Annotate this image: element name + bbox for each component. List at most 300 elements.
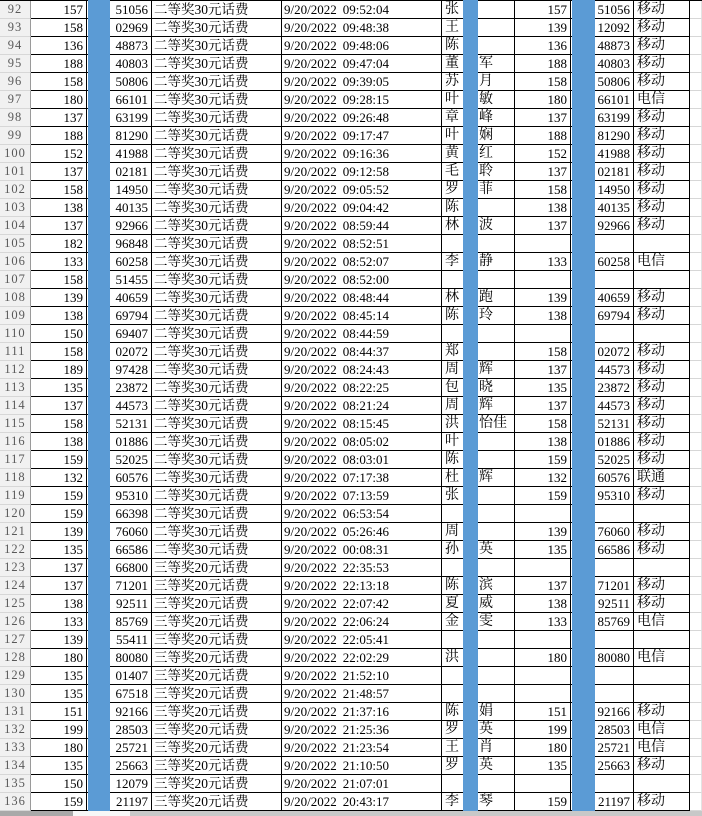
phone1-prefix-cell[interactable]: 135	[31, 379, 87, 397]
grid-filler-cell[interactable]	[690, 145, 702, 163]
phone1-suffix-cell[interactable]: 40135	[87, 199, 152, 217]
name-cell[interactable]	[442, 649, 515, 667]
grid-filler-cell[interactable]	[690, 109, 702, 127]
name-cell[interactable]	[442, 595, 515, 613]
name-cell[interactable]	[442, 343, 515, 361]
row-header-cell[interactable]: 104	[0, 217, 31, 235]
phone1-suffix-cell[interactable]: 01407	[87, 667, 152, 685]
datetime-cell[interactable]	[282, 235, 442, 253]
phone1-suffix-cell[interactable]: 40659	[87, 289, 152, 307]
row-header-cell[interactable]: 120	[0, 505, 31, 523]
carrier-cell[interactable]: 移动	[634, 163, 690, 181]
phone2-prefix-cell[interactable]: 180	[515, 91, 571, 109]
phone1-prefix-cell[interactable]: 180	[31, 739, 87, 757]
prize-cell[interactable]: 三等奖20元话费	[152, 703, 282, 721]
row-header-cell[interactable]: 110	[0, 325, 31, 343]
phone2-suffix-cell[interactable]: 28503	[571, 721, 634, 739]
name-cell[interactable]	[442, 109, 515, 127]
phone2-suffix-cell[interactable]: 40135	[571, 199, 634, 217]
phone1-suffix-cell[interactable]: 52025	[87, 451, 152, 469]
prize-cell[interactable]: 三等奖20元话费	[152, 631, 282, 649]
grid-filler-cell[interactable]	[690, 325, 702, 343]
carrier-cell[interactable]: 移动	[634, 757, 690, 775]
row-header-cell[interactable]: 103	[0, 199, 31, 217]
phone2-suffix-cell[interactable]: 76060	[571, 523, 634, 541]
phone1-prefix-cell[interactable]: 137	[31, 559, 87, 577]
phone1-suffix-cell[interactable]: 80080	[87, 649, 152, 667]
carrier-cell[interactable]: 移动	[634, 361, 690, 379]
prize-cell[interactable]: 二等奖30元话费	[152, 487, 282, 505]
phone1-prefix-cell[interactable]: 158	[31, 181, 87, 199]
carrier-cell[interactable]: 移动	[634, 289, 690, 307]
horizontal-scrollbar-thumb[interactable]	[73, 811, 130, 816]
phone2-prefix-cell[interactable]: 188	[515, 127, 571, 145]
phone2-prefix-cell[interactable]: 137	[515, 577, 571, 595]
row-header-cell[interactable]: 94	[0, 37, 31, 55]
carrier-cell[interactable]: 移动	[634, 793, 690, 811]
phone2-suffix-cell[interactable]: 02181	[571, 163, 634, 181]
name-cell[interactable]	[442, 127, 515, 145]
phone1-suffix-cell[interactable]: 60576	[87, 469, 152, 487]
datetime-cell[interactable]	[282, 163, 442, 181]
phone2-prefix-cell[interactable]: 180	[515, 649, 571, 667]
prize-cell[interactable]: 二等奖30元话费	[152, 361, 282, 379]
phone2-suffix-cell[interactable]: 44573	[571, 397, 634, 415]
grid-filler-cell[interactable]	[690, 379, 702, 397]
phone1-suffix-cell[interactable]: 69407	[87, 325, 152, 343]
prize-cell[interactable]: 二等奖30元话费	[152, 343, 282, 361]
row-header-cell[interactable]: 130	[0, 685, 31, 703]
carrier-cell[interactable]: 移动	[634, 109, 690, 127]
grid-filler-cell[interactable]	[690, 181, 702, 199]
phone1-prefix-cell[interactable]: 189	[31, 361, 87, 379]
row-header-cell[interactable]: 109	[0, 307, 31, 325]
carrier-cell[interactable]	[634, 559, 690, 577]
datetime-cell[interactable]	[282, 361, 442, 379]
phone1-prefix-cell[interactable]: 135	[31, 667, 87, 685]
datetime-cell[interactable]	[282, 271, 442, 289]
carrier-cell[interactable]: 移动	[634, 1, 690, 19]
name-cell[interactable]	[442, 253, 515, 271]
phone2-prefix-cell[interactable]: 139	[515, 19, 571, 37]
carrier-cell[interactable]: 移动	[634, 595, 690, 613]
datetime-cell[interactable]	[282, 379, 442, 397]
phone2-prefix-cell[interactable]: 199	[515, 721, 571, 739]
datetime-cell[interactable]	[282, 37, 442, 55]
phone2-prefix-cell[interactable]: 133	[515, 253, 571, 271]
phone1-suffix-cell[interactable]: 60258	[87, 253, 152, 271]
row-header-cell[interactable]: 113	[0, 379, 31, 397]
prize-cell[interactable]: 二等奖30元话费	[152, 235, 282, 253]
phone2-prefix-cell[interactable]	[515, 271, 571, 289]
datetime-cell[interactable]	[282, 73, 442, 91]
datetime-cell[interactable]	[282, 19, 442, 37]
phone1-suffix-cell[interactable]: 51455	[87, 271, 152, 289]
carrier-cell[interactable]: 电信	[634, 721, 690, 739]
name-cell[interactable]	[442, 793, 515, 811]
name-cell[interactable]	[442, 631, 515, 649]
phone2-suffix-cell[interactable]: 66101	[571, 91, 634, 109]
datetime-cell[interactable]	[282, 703, 442, 721]
datetime-cell[interactable]	[282, 523, 442, 541]
phone2-prefix-cell[interactable]: 159	[515, 793, 571, 811]
phone2-prefix-cell[interactable]	[515, 325, 571, 343]
phone2-suffix-cell[interactable]: 66586	[571, 541, 634, 559]
name-cell[interactable]	[442, 685, 515, 703]
phone1-prefix-cell[interactable]: 158	[31, 73, 87, 91]
carrier-cell[interactable]	[634, 667, 690, 685]
datetime-cell[interactable]	[282, 793, 442, 811]
prize-cell[interactable]: 二等奖30元话费	[152, 541, 282, 559]
grid-filler-cell[interactable]	[690, 505, 702, 523]
datetime-cell[interactable]	[282, 307, 442, 325]
phone1-prefix-cell[interactable]: 133	[31, 613, 87, 631]
prize-cell[interactable]: 二等奖30元话费	[152, 523, 282, 541]
row-header-cell[interactable]: 107	[0, 271, 31, 289]
phone1-suffix-cell[interactable]: 12079	[87, 775, 152, 793]
row-header-cell[interactable]: 96	[0, 73, 31, 91]
carrier-cell[interactable]	[634, 631, 690, 649]
prize-cell[interactable]: 二等奖30元话费	[152, 19, 282, 37]
carrier-cell[interactable]: 移动	[634, 73, 690, 91]
carrier-cell[interactable]: 移动	[634, 703, 690, 721]
name-cell[interactable]	[442, 577, 515, 595]
phone1-prefix-cell[interactable]: 157	[31, 1, 87, 19]
row-header-cell[interactable]: 99	[0, 127, 31, 145]
grid-filler-cell[interactable]	[690, 775, 702, 793]
phone2-suffix-cell[interactable]: 51056	[571, 1, 634, 19]
row-header-cell[interactable]: 125	[0, 595, 31, 613]
datetime-cell[interactable]	[282, 577, 442, 595]
phone2-prefix-cell[interactable]: 137	[515, 163, 571, 181]
phone1-prefix-cell[interactable]: 135	[31, 541, 87, 559]
phone2-suffix-cell[interactable]: 25721	[571, 739, 634, 757]
phone1-prefix-cell[interactable]: 159	[31, 487, 87, 505]
prize-cell[interactable]: 二等奖30元话费	[152, 163, 282, 181]
datetime-cell[interactable]	[282, 541, 442, 559]
phone2-prefix-cell[interactable]: 158	[515, 343, 571, 361]
phone2-suffix-cell[interactable]: 95310	[571, 487, 634, 505]
name-cell[interactable]	[442, 559, 515, 577]
phone1-prefix-cell[interactable]: 133	[31, 253, 87, 271]
row-header-cell[interactable]: 95	[0, 55, 31, 73]
phone2-suffix-cell[interactable]: 41988	[571, 145, 634, 163]
phone1-suffix-cell[interactable]: 02181	[87, 163, 152, 181]
datetime-cell[interactable]	[282, 685, 442, 703]
grid-filler-cell[interactable]	[690, 739, 702, 757]
phone2-prefix-cell[interactable]	[515, 667, 571, 685]
row-header-cell[interactable]: 135	[0, 775, 31, 793]
carrier-cell[interactable]: 移动	[634, 415, 690, 433]
phone2-suffix-cell[interactable]: 50806	[571, 73, 634, 91]
carrier-cell[interactable]: 移动	[634, 397, 690, 415]
carrier-cell[interactable]: 移动	[634, 541, 690, 559]
phone2-prefix-cell[interactable]: 138	[515, 433, 571, 451]
phone1-prefix-cell[interactable]: 135	[31, 685, 87, 703]
phone1-prefix-cell[interactable]: 159	[31, 451, 87, 469]
name-cell[interactable]	[442, 703, 515, 721]
phone1-suffix-cell[interactable]: 97428	[87, 361, 152, 379]
name-cell[interactable]	[442, 757, 515, 775]
name-cell[interactable]	[442, 739, 515, 757]
grid-filler-cell[interactable]	[690, 55, 702, 73]
row-header-cell[interactable]: 118	[0, 469, 31, 487]
phone1-suffix-cell[interactable]: 69794	[87, 307, 152, 325]
grid-filler-cell[interactable]	[690, 199, 702, 217]
phone2-prefix-cell[interactable]: 158	[515, 73, 571, 91]
row-header-cell[interactable]: 136	[0, 793, 31, 811]
phone2-prefix-cell[interactable]: 159	[515, 451, 571, 469]
prize-cell[interactable]: 三等奖20元话费	[152, 721, 282, 739]
carrier-cell[interactable]: 移动	[634, 433, 690, 451]
datetime-cell[interactable]	[282, 559, 442, 577]
phone2-prefix-cell[interactable]: 135	[515, 379, 571, 397]
grid-filler-cell[interactable]	[690, 721, 702, 739]
grid-filler-cell[interactable]	[690, 307, 702, 325]
name-cell[interactable]	[442, 415, 515, 433]
phone1-suffix-cell[interactable]: 41988	[87, 145, 152, 163]
prize-cell[interactable]: 二等奖30元话费	[152, 307, 282, 325]
row-header-cell[interactable]: 97	[0, 91, 31, 109]
grid-filler-cell[interactable]	[690, 343, 702, 361]
phone1-prefix-cell[interactable]: 135	[31, 757, 87, 775]
phone2-prefix-cell[interactable]: 180	[515, 739, 571, 757]
phone1-prefix-cell[interactable]: 180	[31, 649, 87, 667]
row-header-cell[interactable]: 100	[0, 145, 31, 163]
phone2-suffix-cell[interactable]: 14950	[571, 181, 634, 199]
row-header-cell[interactable]: 92	[0, 1, 31, 19]
phone1-suffix-cell[interactable]: 66398	[87, 505, 152, 523]
phone1-prefix-cell[interactable]: 138	[31, 433, 87, 451]
prize-cell[interactable]: 二等奖30元话费	[152, 451, 282, 469]
phone2-prefix-cell[interactable]: 136	[515, 37, 571, 55]
prize-cell[interactable]: 二等奖30元话费	[152, 73, 282, 91]
grid-filler-cell[interactable]	[690, 649, 702, 667]
grid-filler-cell[interactable]	[690, 523, 702, 541]
name-cell[interactable]	[442, 505, 515, 523]
carrier-cell[interactable]	[634, 685, 690, 703]
name-cell[interactable]	[442, 487, 515, 505]
phone2-suffix-cell[interactable]: 63199	[571, 109, 634, 127]
datetime-cell[interactable]	[282, 217, 442, 235]
row-header-cell[interactable]: 116	[0, 433, 31, 451]
phone1-suffix-cell[interactable]: 25721	[87, 739, 152, 757]
phone1-prefix-cell[interactable]: 137	[31, 217, 87, 235]
grid-filler-cell[interactable]	[690, 253, 702, 271]
carrier-cell[interactable]	[634, 325, 690, 343]
prize-cell[interactable]: 二等奖30元话费	[152, 397, 282, 415]
phone1-suffix-cell[interactable]: 28503	[87, 721, 152, 739]
prize-cell[interactable]: 三等奖20元话费	[152, 559, 282, 577]
name-cell[interactable]	[442, 469, 515, 487]
prize-cell[interactable]: 三等奖20元话费	[152, 649, 282, 667]
name-cell[interactable]	[442, 37, 515, 55]
prize-cell[interactable]: 二等奖30元话费	[152, 289, 282, 307]
datetime-cell[interactable]	[282, 253, 442, 271]
phone1-prefix-cell[interactable]: 152	[31, 145, 87, 163]
name-cell[interactable]	[442, 91, 515, 109]
phone2-suffix-cell[interactable]: 01886	[571, 433, 634, 451]
grid-filler-cell[interactable]	[690, 1, 702, 19]
phone1-suffix-cell[interactable]: 25663	[87, 757, 152, 775]
grid-filler-cell[interactable]	[690, 487, 702, 505]
prize-cell[interactable]: 二等奖30元话费	[152, 55, 282, 73]
phone1-suffix-cell[interactable]: 02072	[87, 343, 152, 361]
row-header-cell[interactable]: 108	[0, 289, 31, 307]
row-header-cell[interactable]: 93	[0, 19, 31, 37]
datetime-cell[interactable]	[282, 739, 442, 757]
phone1-prefix-cell[interactable]: 180	[31, 91, 87, 109]
datetime-cell[interactable]	[282, 451, 442, 469]
scrollbar-left-segment[interactable]	[0, 811, 73, 816]
row-header-cell[interactable]: 128	[0, 649, 31, 667]
phone2-suffix-cell[interactable]: 85769	[571, 613, 634, 631]
phone2-prefix-cell[interactable]: 188	[515, 55, 571, 73]
grid-filler-cell[interactable]	[690, 289, 702, 307]
phone2-prefix-cell[interactable]: 137	[515, 217, 571, 235]
phone2-suffix-cell[interactable]: 60258	[571, 253, 634, 271]
phone1-prefix-cell[interactable]: 182	[31, 235, 87, 253]
prize-cell[interactable]: 二等奖30元话费	[152, 199, 282, 217]
phone1-prefix-cell[interactable]: 138	[31, 199, 87, 217]
phone1-prefix-cell[interactable]: 188	[31, 55, 87, 73]
row-header-cell[interactable]: 121	[0, 523, 31, 541]
carrier-cell[interactable]	[634, 505, 690, 523]
datetime-cell[interactable]	[282, 199, 442, 217]
horizontal-scrollbar-track[interactable]	[0, 811, 702, 816]
carrier-cell[interactable]: 移动	[634, 343, 690, 361]
row-header-cell[interactable]: 98	[0, 109, 31, 127]
datetime-cell[interactable]	[282, 775, 442, 793]
datetime-cell[interactable]	[282, 1, 442, 19]
phone2-suffix-cell[interactable]: 12092	[571, 19, 634, 37]
phone1-suffix-cell[interactable]: 92166	[87, 703, 152, 721]
carrier-cell[interactable]: 移动	[634, 379, 690, 397]
datetime-cell[interactable]	[282, 289, 442, 307]
prize-cell[interactable]: 二等奖30元话费	[152, 217, 282, 235]
carrier-cell[interactable]: 电信	[634, 649, 690, 667]
grid-filler-cell[interactable]	[690, 541, 702, 559]
prize-cell[interactable]: 二等奖30元话费	[152, 1, 282, 19]
phone1-prefix-cell[interactable]: 139	[31, 631, 87, 649]
row-header-cell[interactable]: 132	[0, 721, 31, 739]
phone2-prefix-cell[interactable]: 158	[515, 181, 571, 199]
datetime-cell[interactable]	[282, 415, 442, 433]
grid-filler-cell[interactable]	[690, 757, 702, 775]
name-cell[interactable]	[442, 235, 515, 253]
carrier-cell[interactable]: 联通	[634, 469, 690, 487]
phone2-suffix-cell[interactable]: 81290	[571, 127, 634, 145]
phone1-prefix-cell[interactable]: 150	[31, 325, 87, 343]
prize-cell[interactable]: 三等奖20元话费	[152, 739, 282, 757]
carrier-cell[interactable]: 电信	[634, 91, 690, 109]
name-cell[interactable]	[442, 73, 515, 91]
carrier-cell[interactable]: 移动	[634, 55, 690, 73]
name-cell[interactable]	[442, 181, 515, 199]
phone1-suffix-cell[interactable]: 67518	[87, 685, 152, 703]
name-cell[interactable]	[442, 541, 515, 559]
phone1-prefix-cell[interactable]: 159	[31, 793, 87, 811]
grid-filler-cell[interactable]	[690, 127, 702, 145]
carrier-cell[interactable]: 移动	[634, 523, 690, 541]
prize-cell[interactable]: 二等奖30元话费	[152, 433, 282, 451]
carrier-cell[interactable]: 移动	[634, 19, 690, 37]
phone1-suffix-cell[interactable]: 63199	[87, 109, 152, 127]
grid-filler-cell[interactable]	[690, 685, 702, 703]
phone2-suffix-cell[interactable]: 52025	[571, 451, 634, 469]
carrier-cell[interactable]: 移动	[634, 451, 690, 469]
phone1-suffix-cell[interactable]: 92966	[87, 217, 152, 235]
row-header-cell[interactable]: 124	[0, 577, 31, 595]
grid-filler-cell[interactable]	[690, 217, 702, 235]
phone2-suffix-cell[interactable]: 48873	[571, 37, 634, 55]
row-header-cell[interactable]: 129	[0, 667, 31, 685]
grid-filler-cell[interactable]	[690, 631, 702, 649]
datetime-cell[interactable]	[282, 595, 442, 613]
name-cell[interactable]	[442, 451, 515, 469]
phone1-suffix-cell[interactable]: 55411	[87, 631, 152, 649]
name-cell[interactable]	[442, 307, 515, 325]
phone1-prefix-cell[interactable]: 137	[31, 163, 87, 181]
prize-cell[interactable]: 三等奖20元话费	[152, 667, 282, 685]
name-cell[interactable]	[442, 55, 515, 73]
name-cell[interactable]	[442, 379, 515, 397]
name-cell[interactable]	[442, 289, 515, 307]
datetime-cell[interactable]	[282, 91, 442, 109]
prize-cell[interactable]: 二等奖30元话费	[152, 415, 282, 433]
phone2-prefix-cell[interactable]: 159	[515, 487, 571, 505]
phone2-prefix-cell[interactable]: 152	[515, 145, 571, 163]
datetime-cell[interactable]	[282, 109, 442, 127]
phone1-prefix-cell[interactable]: 159	[31, 505, 87, 523]
prize-cell[interactable]: 二等奖30元话费	[152, 379, 282, 397]
phone1-prefix-cell[interactable]: 137	[31, 397, 87, 415]
grid-filler-cell[interactable]	[690, 433, 702, 451]
carrier-cell[interactable]: 移动	[634, 577, 690, 595]
grid-filler-cell[interactable]	[690, 577, 702, 595]
grid-filler-cell[interactable]	[690, 451, 702, 469]
grid-filler-cell[interactable]	[690, 595, 702, 613]
carrier-cell[interactable]: 移动	[634, 199, 690, 217]
phone2-suffix-cell[interactable]: 69794	[571, 307, 634, 325]
grid-filler-cell[interactable]	[690, 163, 702, 181]
prize-cell[interactable]: 二等奖30元话费	[152, 109, 282, 127]
carrier-cell[interactable]	[634, 775, 690, 793]
grid-filler-cell[interactable]	[690, 613, 702, 631]
carrier-cell[interactable]: 移动	[634, 37, 690, 55]
carrier-cell[interactable]: 电信	[634, 253, 690, 271]
datetime-cell[interactable]	[282, 721, 442, 739]
phone2-prefix-cell[interactable]: 137	[515, 109, 571, 127]
phone2-prefix-cell[interactable]: 138	[515, 595, 571, 613]
row-header-cell[interactable]: 112	[0, 361, 31, 379]
grid-filler-cell[interactable]	[690, 415, 702, 433]
phone2-suffix-cell[interactable]: 40803	[571, 55, 634, 73]
phone2-prefix-cell[interactable]: 157	[515, 1, 571, 19]
phone1-suffix-cell[interactable]: 40803	[87, 55, 152, 73]
phone1-suffix-cell[interactable]: 52131	[87, 415, 152, 433]
row-header-cell[interactable]: 114	[0, 397, 31, 415]
phone2-prefix-cell[interactable]: 138	[515, 199, 571, 217]
name-cell[interactable]	[442, 613, 515, 631]
phone1-prefix-cell[interactable]: 139	[31, 289, 87, 307]
grid-filler-cell[interactable]	[690, 73, 702, 91]
phone1-suffix-cell[interactable]: 14950	[87, 181, 152, 199]
phone1-suffix-cell[interactable]: 96848	[87, 235, 152, 253]
phone2-suffix-cell[interactable]: 60576	[571, 469, 634, 487]
datetime-cell[interactable]	[282, 343, 442, 361]
name-cell[interactable]	[442, 145, 515, 163]
